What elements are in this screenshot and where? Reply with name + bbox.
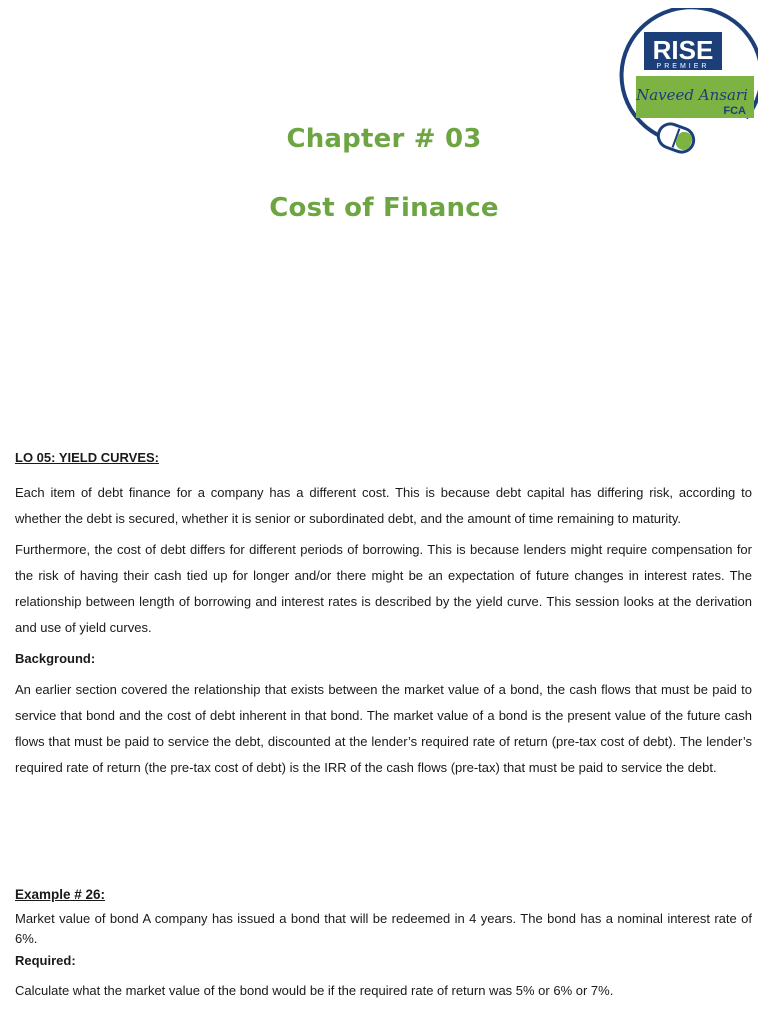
logo-signature: Naveed Ansari [636,86,748,104]
required-label: Required: [15,953,76,968]
required-text: Calculate what the market value of the bond would be if the required rate of return was 5% or 6% or 7%. [15,983,614,998]
section-title: LO 05: YIELD CURVES: [15,450,159,465]
paragraph: An earlier section covered the relationship that exists between the market value of a bond, the cash flows that must be paid to service that bond and the cost of debt inherent in that bond. The market value of a bond is the present value of the future cash flows that must be paid to service the debt, discounted at the lender’s required rate of return (pre-tax cost of debt). The lender’s required rate of return (the pre-tax cost of debt) is the IRR of the cash flows (pre-tax) that must be paid to service the debt. [15,682,752,775]
logo-brand: RISE [652,35,714,65]
logo-designation: FCA [723,105,746,117]
logo-tagline: PREMIER [656,63,710,70]
section-body [15,480,752,781]
background-label: Background: [15,651,96,666]
example-title: Example # 26: [15,887,106,902]
chapter-title: Cost of Finance [269,193,499,223]
example-text: Market value of bond A company has issued a bond that will be redeemed in 4 years. The bond has a nominal interest rate of 6%. [15,911,752,946]
paragraph: Each item of debt finance for a company has a different cost. This is because debt capital has differing risk, according to whether the debt is secured, whether it is senior or subordinated debt, and the amount of time remaining to maturity. [15,485,752,526]
chapter-number: Chapter # 03 [286,124,482,154]
paragraph: Furthermore, the cost of debt differs for different periods of borrowing. This is because lenders might require compensation for the risk of having their cash tied up for longer and/or there might be an expectation of future changes in interest rates. The relationship between length of borrowing and interest rates is described by the yield curve. This session looks at the derivation and use of yield curves. [15,542,752,635]
